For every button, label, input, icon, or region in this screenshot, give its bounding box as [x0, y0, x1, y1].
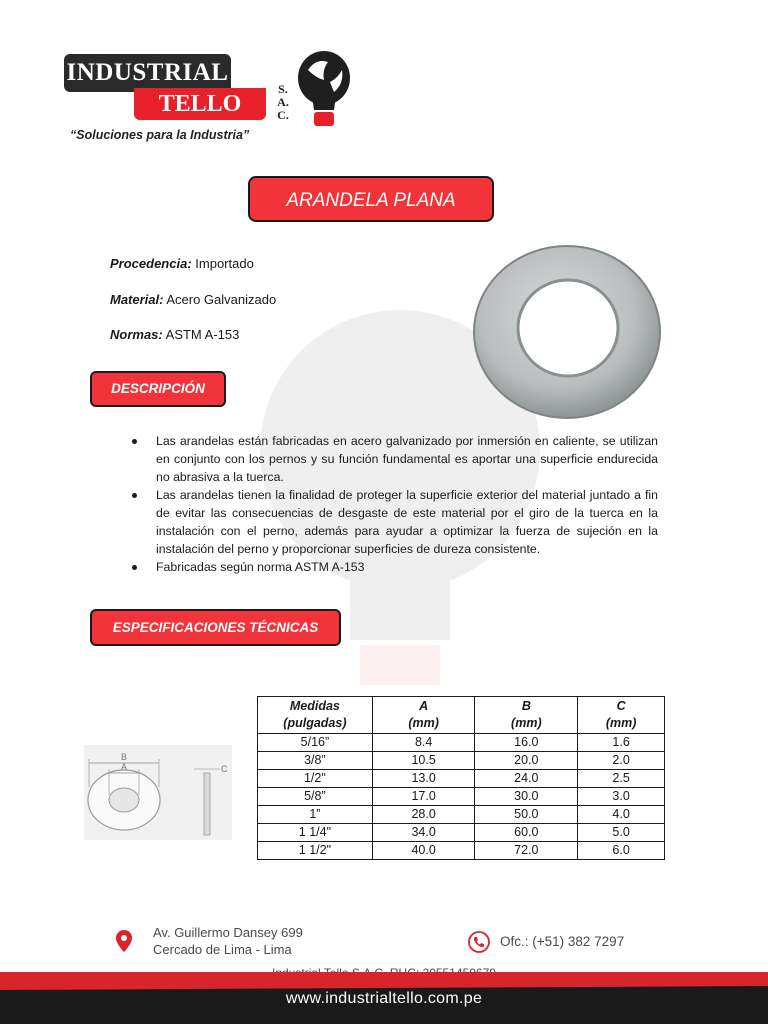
- footer-address-line1: Av. Guillermo Dansey 699: [153, 925, 303, 940]
- footer-phone: Ofc.: (+51) 382 7297: [500, 934, 625, 949]
- table-row: 5/16” 8.4 16.0 1.6: [258, 734, 665, 752]
- table-row: 1 1/4" 34.0 60.0 5.0: [258, 824, 665, 842]
- table-row: 5/8” 17.0 30.0 3.0: [258, 788, 665, 806]
- property-material: Material: Acero Galvanizado: [110, 292, 277, 307]
- logo-tello: TELLO: [134, 88, 266, 120]
- logo-sac: S. A. C.: [277, 82, 289, 122]
- location-pin-icon: [116, 930, 132, 952]
- washer-dimension-diagram: [84, 745, 232, 840]
- slogan: “Soluciones para la Industria”: [70, 128, 250, 142]
- table-row: 1 1/2" 40.0 72.0 6.0: [258, 842, 665, 860]
- phone-icon: [468, 931, 490, 953]
- washer-photo: [472, 244, 662, 420]
- diagram-label-b: B: [121, 752, 128, 762]
- list-item: Fabricadas según norma ASTM A-153: [130, 558, 658, 576]
- diagram-label-c: C: [221, 764, 228, 774]
- table-row: 3/8” 10.5 20.0 2.0: [258, 752, 665, 770]
- table-header-row: [258, 697, 665, 734]
- diagram-label-a: A: [121, 762, 128, 772]
- description-list: [130, 432, 658, 576]
- table-row: 1” 28.0 50.0 4.0: [258, 806, 665, 824]
- logo-industrial: INDUSTRIAL: [64, 54, 231, 92]
- section-descripcion: DESCRIPCIÓN: [90, 371, 226, 407]
- header-a: A (mm): [372, 697, 475, 734]
- header-medidas: Medidas (pulgadas): [258, 697, 373, 734]
- page-title: ARANDELA PLANA: [248, 176, 494, 222]
- lightbulb-icon: [294, 48, 354, 134]
- header-b: B (mm): [475, 697, 578, 734]
- footer-address-line2: Cercado de Lima - Lima: [153, 942, 292, 957]
- list-item: Las arandelas están fabricadas en acero galvanizado por inmersión en caliente, se utilizan en conjunto con los pernos y su función fundamental es aportar una superficie endurecida no abrasiva a la tuerca.: [130, 432, 658, 486]
- list-item: Las arandelas tienen la finalidad de proteger la superficie exterior del material juntado a fin de evitar las consecuencias de desgaste de este material por el giro de la tuerca en la instalación con el perno, además para ayudar a optimizar la fuerza de sujeción en la instalación del perno y proporcionar superficies de dureza consistente.: [130, 486, 658, 558]
- footer-website-link[interactable]: www.industrialtello.com.pe: [285, 990, 483, 1007]
- spec-table: [257, 696, 665, 860]
- header-c: C (mm): [578, 697, 665, 734]
- table-row: 1/2" 13.0 24.0 2.5: [258, 770, 665, 788]
- property-procedencia: Procedencia: Importado: [110, 256, 254, 271]
- section-especificaciones: ESPECIFICACIONES TÉCNICAS: [90, 609, 341, 646]
- property-normas: Normas: ASTM A-153: [110, 327, 240, 342]
